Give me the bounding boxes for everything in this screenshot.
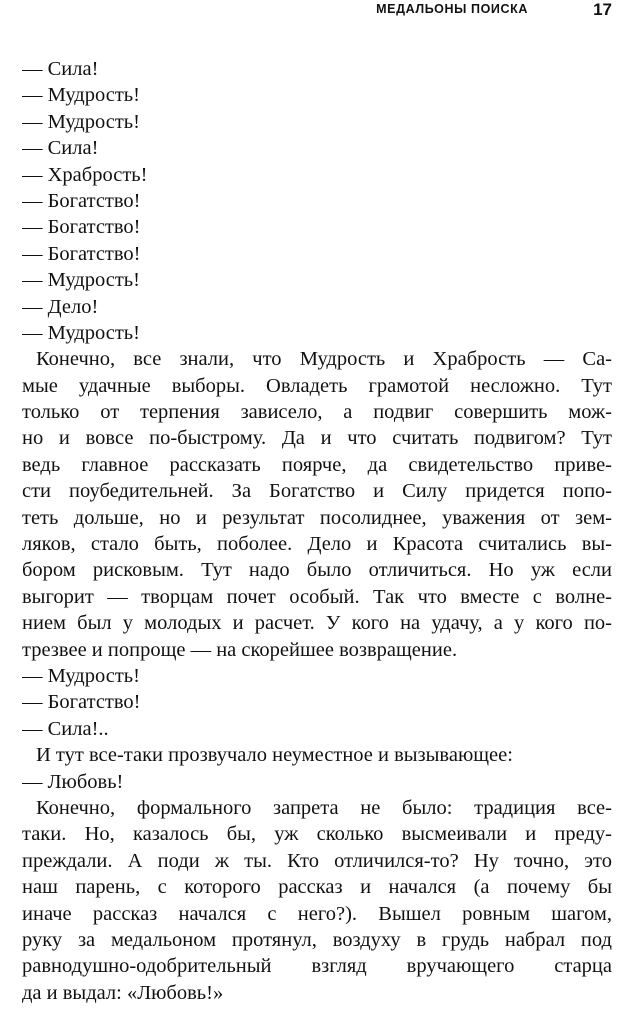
text-line: преждали. А поди ж ты. Кто отличился-то? Ну точно, это [22, 849, 612, 872]
text-line: руку за медальоном протянул, воздуху в грудь набрал под [22, 928, 612, 951]
text-line: равнодушно-одобрительный взгляд вручающего старца [22, 955, 612, 978]
text-line: — Богатство! [22, 242, 141, 265]
text-line: — Богатство! [22, 691, 141, 714]
text-line: — Сила! [22, 137, 99, 160]
text-line: но и вовсе по-быстрому. Да и что считать подвигом? Тут [22, 427, 612, 450]
text-line: Конечно, все знали, что Мудрость и Храбрость — Са- [36, 348, 612, 371]
text-line: только от терпения зависело, а подвиг совершить мож- [22, 401, 612, 424]
text-line: иначе рассказ начался с него?). Вышел ровным шагом, [22, 902, 612, 925]
text-line: — Богатство! [22, 216, 141, 239]
text-line: трезвее и попроще — на скорейшее возвращение. [22, 638, 458, 661]
text-line: бором рисковым. Тут надо было отличиться. Но уж если [22, 559, 612, 582]
text-line: мые удачные выборы. Овладеть грамотой несложно. Тут [22, 374, 612, 397]
text-line: ляков, стало быть, поболее. Дело и Красота считались вы- [22, 533, 612, 556]
running-title: МЕДАЛЬОНЫ ПОИСКА [376, 2, 528, 16]
text-line: Конечно, формального запрета не было: традиция все- [36, 796, 612, 819]
text-line: — Сила!.. [22, 717, 109, 740]
page-header [0, 0, 620, 22]
text-line: — Мудрость! [22, 84, 140, 107]
text-line: — Любовь! [22, 770, 124, 793]
text-line: да и выдал: «Любовь!» [22, 981, 224, 1004]
page-number: 17 [593, 0, 612, 19]
text-line: теть дольше, но и результат посолиднее, уважения от зем- [22, 506, 612, 529]
text-line: — Мудрость! [22, 321, 140, 344]
text-line: выгорит — творцам почет особый. Так что вместе с волне- [22, 585, 612, 608]
text-line: — Сила! [22, 58, 99, 80]
text-line: И тут все-таки прозвучало неуместное и вызывающее: [36, 744, 513, 767]
text-line: — Мудрость! [22, 269, 140, 292]
text-line: наш парень, с которого рассказ и начался (а почему бы [22, 876, 612, 899]
text-line: — Мудрость! [22, 110, 140, 133]
text-line: нием был у молодых и расчет. У кого на удачу, а у кого по- [22, 612, 612, 635]
text-line: — Мудрость! [22, 664, 140, 687]
text-line: таки. Но, казалось бы, уж сколько высмеивали и преду- [22, 823, 612, 846]
text-line: — Богатство! [22, 189, 141, 212]
text-line: сти поубедительней. За Богатство и Силу придется попо- [22, 480, 612, 503]
body-text [22, 56, 612, 1006]
text-line: — Дело! [22, 295, 99, 318]
text-line: — Храбрость! [22, 163, 148, 186]
text-line: ведь главное рассказать поярче, да свидетельство приве- [22, 453, 612, 476]
